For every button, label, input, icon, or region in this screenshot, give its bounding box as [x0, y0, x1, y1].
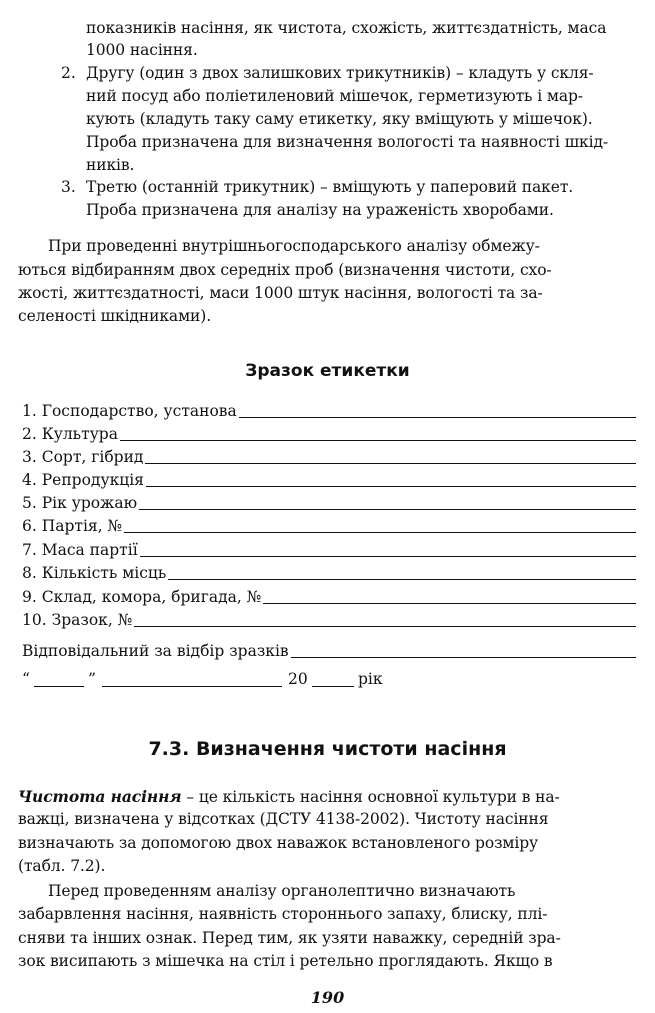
- form-field-label: 5. Рік урожаю: [22, 494, 138, 512]
- item1-continuation-line1: показників насіння, як чистота, схожість, життєздатність, маса: [86, 19, 607, 37]
- form-field-label: 3. Сорт, гібрид: [22, 448, 144, 466]
- analysis-line1: Перед проведенням аналізу органолептично визначають: [48, 882, 516, 900]
- definition-term: Чистота насіння: [18, 787, 182, 806]
- section-title: 7.3. Визначення чистоти насіння: [148, 738, 507, 760]
- form-row: [22, 587, 636, 607]
- analysis-line4: зок висипають з мішечка на стіл і ретельно проглядають. Якщо в: [18, 952, 553, 970]
- analysis-line3: сняви та інших ознак. Перед тим, як узяти наважку, середній зра-: [18, 929, 561, 947]
- day-blank-line: [34, 685, 84, 687]
- form-blank-line: [139, 494, 636, 510]
- definition-line1-rest: – це кількість насіння основної культури в на-: [181, 788, 560, 806]
- list-item-number: 2.: [61, 64, 76, 82]
- item2-line5: ників.: [86, 156, 135, 174]
- definition-line4: (табл. 7.2).: [18, 857, 106, 875]
- form-blank-line: [263, 588, 636, 604]
- form-blank-line: [134, 611, 636, 627]
- form-field-label: 9. Склад, комора, бригада, №: [22, 588, 262, 606]
- form-blank-line: [140, 541, 636, 557]
- year-blank-line: [312, 685, 354, 687]
- form-field-label: 8. Кількість місць: [22, 564, 167, 582]
- form-field-label: 1. Господарство, установа: [22, 402, 237, 420]
- paragraph-internal-line2: ються відбиранням двох середніх проб (визначення чистоти, схо-: [18, 261, 552, 279]
- form-field-label: 4. Репродукція: [22, 471, 144, 489]
- form-row: [22, 424, 636, 444]
- year-prefix: 20: [288, 670, 308, 688]
- item3-line1: Третю (останній трикутник) – вміщують у паперовий пакет.: [86, 178, 574, 196]
- paragraph-internal-line1: При проведенні внутрішньогосподарського аналізу обмежу-: [48, 237, 540, 255]
- list-item-number: 3.: [61, 178, 76, 196]
- definition-line2: важці, визначена у відсотках (ДСТУ 4138-2002). Чистоту насіння: [18, 810, 549, 828]
- definition-line3: визначають за допомогою двох наважок встановленого розміру: [18, 834, 539, 852]
- form-blank-line: [291, 642, 636, 658]
- form-blank-line: [168, 564, 636, 580]
- definition-line1: [18, 787, 560, 807]
- label-sample-title: Зразок етикетки: [245, 361, 410, 381]
- form-blank-line: [120, 425, 636, 441]
- analysis-line2: забарвлення насіння, наявність стороннього запаху, блиску, плі-: [18, 905, 548, 923]
- paragraph-internal-line4: селеності шкідниками).: [18, 307, 212, 325]
- date-row: [22, 668, 422, 690]
- item2-line3: кують (кладуть таку саму етикетку, яку вміщують у мішечок).: [86, 110, 593, 128]
- item1-continuation-line2: 1000 насіння.: [86, 41, 198, 59]
- form-blank-line: [239, 402, 636, 418]
- form-blank-line: [145, 448, 636, 464]
- form-field-label: 2. Культура: [22, 425, 118, 443]
- form-field-label: 10. Зразок, №: [22, 611, 133, 629]
- form-row: [22, 563, 636, 583]
- item2-line4: Проба призначена для визначення вологості та наявності шкід-: [86, 133, 609, 151]
- form-row: [22, 610, 636, 630]
- form-row: [22, 401, 636, 421]
- close-quote: ”: [88, 670, 96, 688]
- item3-line2: Проба призначена для аналізу на ураженість хворобами.: [86, 201, 554, 219]
- form-row: [22, 641, 636, 661]
- page-number: 190: [310, 988, 345, 1007]
- form-blank-line: [146, 471, 636, 487]
- year-suffix: рік: [358, 670, 383, 688]
- form-row: [22, 470, 636, 490]
- form-row: [22, 447, 636, 467]
- open-quote: “: [22, 670, 30, 688]
- item2-line2: ний посуд або поліетиленовий мішечок, герметизують і мар-: [86, 87, 583, 105]
- form-row: [22, 493, 636, 513]
- item2-line1: Другу (один з двох залишкових трикутників) – кладуть у скля-: [86, 64, 594, 82]
- form-row: [22, 516, 636, 536]
- form-field-label: 6. Партія, №: [22, 517, 123, 535]
- paragraph-internal-line3: жості, життєздатності, маси 1000 штук насіння, вологості та за-: [18, 284, 543, 302]
- month-blank-line: [102, 685, 282, 687]
- responsible-label: Відповідальний за відбір зразків: [22, 642, 289, 660]
- form-field-label: 7. Маса партії: [22, 541, 138, 559]
- form-row: [22, 540, 636, 560]
- form-blank-line: [124, 517, 636, 533]
